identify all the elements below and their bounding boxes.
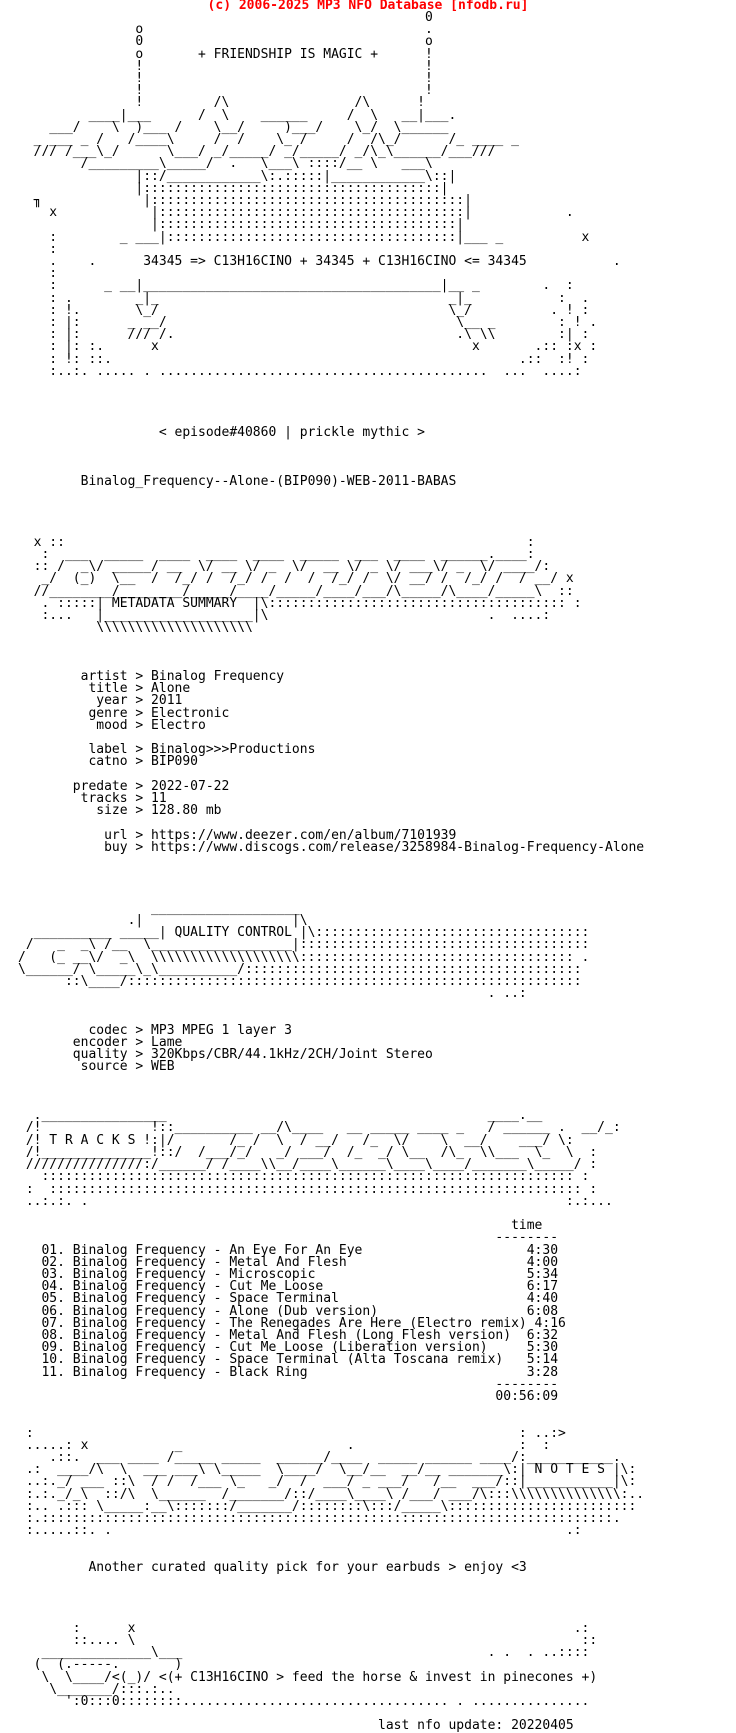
nfo-line: : xyxy=(18,241,58,257)
nfo-line: 05. Binalog Frequency - Space Terminal 4:40 xyxy=(18,1291,559,1307)
nfo-line: Binalog_Frequency--Alone-(BIP090)-WEB-2011-BABAS xyxy=(18,473,457,489)
nfo-line: < episode#40860 | prickle mythic > xyxy=(18,424,425,440)
nfo-line: title > Alone xyxy=(18,681,191,697)
nfo-line: : ___ _____ ____ ____ ____ _____ ___ ____ ______.____: xyxy=(18,546,535,562)
nfo-line: o + FRIENDSHIP IS MAGIC + ! xyxy=(18,46,433,62)
nfo-line: .________________ ____.__ xyxy=(18,1108,543,1124)
nfo-line: time xyxy=(18,1218,543,1234)
nfo-line: ╖ |::::::::::::::::::::::::::::::::::::::::| xyxy=(18,193,472,209)
nfo-line: 07. Binalog Frequency - The Renegades Are Here (Electro remix) 4:16 xyxy=(18,1315,566,1331)
nfo-line: //________/________/_____/____/_____/____/___/\_____/\____/_____\ :: xyxy=(18,583,574,599)
nfo-line: last nfo update: 20220405 xyxy=(18,1718,574,1733)
nfo-line: ! /\ /\ ! xyxy=(18,95,425,111)
nfo-line: |::::::::::::::::::::::::::::::::::::::| xyxy=(18,180,449,196)
nfo-line: :... |___________________|\ . ....: xyxy=(18,607,551,623)
nfo-line: /! T R A C K S !:|/ /_ / \ / __/ /_ \/ \ __/ ___/ \: xyxy=(18,1132,574,1148)
nfo-line: .::. ___ ____ /_____ _____ ______/____ _____ ______ ____/:___________. xyxy=(18,1449,621,1465)
nfo-line: 00:56:09 xyxy=(18,1388,559,1404)
nfo-line: 11. Binalog Frequency - Black Ring 3:28 xyxy=(18,1364,559,1380)
nfo-line: : |: _ __/ \__ _ : ! . xyxy=(18,315,598,331)
nfo-line: catno > BIP090 xyxy=(18,754,199,770)
nfo-line: 03. Binalog Frequency - Microscopic 5:34 xyxy=(18,1266,559,1282)
nfo-line: \ \____/<(_)/ <(+ C13H16CINO > feed the horse & invest in pinecones +) xyxy=(18,1669,598,1685)
nfo-line: :.....::. . .: xyxy=(18,1523,582,1539)
nfo-line: ______________\___ . . . ..:::: xyxy=(18,1645,590,1661)
nfo-line: /// /___\_/ \___/ _/_____/ _/_____/ _/\_\______/___/// xyxy=(18,144,496,160)
nfo-line: _/ (_) \__ / /_/ / /_/ / / / /_/ / \/ __/ / /_/ / / __/ x xyxy=(18,571,574,587)
nfo-line: .: ____/\ \ ___ ___\ \_____ \____/ \__/__ __/__ _______\:| N O T E S |\: xyxy=(18,1462,637,1478)
nfo-line: .| |\ xyxy=(18,913,308,929)
nfo-line: 0 o xyxy=(18,34,433,50)
nfo-line: ___/ \ )___ / \__/ )___/ \_/ \______ xyxy=(18,119,449,135)
nfo-line: : . _|_ _|_ : . xyxy=(18,290,590,306)
nfo-line: ::.... \ :: xyxy=(18,1633,598,1649)
nfo-line: _ ___ _ / /____\ / / \_ / / /\_/ /_ ____ _ xyxy=(18,132,519,148)
nfo-line: : |: :. x x .:: :x : xyxy=(18,339,598,355)
nfo-line: ..:._/ ___ ::\ / / /___ \_ _/ / ___/ _ ___/ /__ ___/::|___________|\: xyxy=(18,1474,637,1490)
nfo-line: : x .: xyxy=(18,1620,590,1636)
nfo-line: x :: : xyxy=(18,534,535,550)
nfo-line: . :::::| METADATA SUMMARY |\:::::::::::::::::::::::::::::::::::::: : xyxy=(18,595,582,611)
nfo-line: ::\____/:::::::::::::::::::::::::::::::::::::::::::::::::::::::::: xyxy=(18,974,582,990)
nfo-line: : xyxy=(18,266,58,282)
nfo-line: . . 34345 => C13H16CINO + 34345 + C13H16CINO <= 34345 . xyxy=(18,254,621,270)
nfo-line: year > 2011 xyxy=(18,693,183,709)
nfo-text-body xyxy=(0,12,736,1733)
nfo-line: /! !::__________ __/\____ __ _____ ____ _ / ______ . __/_: xyxy=(18,1120,621,1136)
nfo-line: : |: /// /. .\ \\ :| : xyxy=(18,327,590,343)
nfo-line: x |:::::::::::::::::::::::::::::::::::::::| . xyxy=(18,205,574,221)
nfo-line: 06. Binalog Frequency - Alone (Dub version) 6:08 xyxy=(18,1303,559,1319)
nfo-line: : :::::::::::::::::::::::::::::::::::::::::::::::::::::::::::::::::::: : xyxy=(18,1181,598,1197)
nfo-line: :.. .::: \_____:__\:::::::/_______/::::::::\:::/_____\:::::::::::::::::::::::: xyxy=(18,1498,637,1514)
nfo-line: \_______/:::.:.. xyxy=(18,1681,175,1697)
site-credit-header[interactable]: (c) 2006-2025 MP3 NFO Database [nfodb.ru] xyxy=(207,0,529,13)
nfo-line: artist > Binalog Frequency xyxy=(18,668,285,684)
nfo-line: 0 xyxy=(18,10,433,25)
nfo-line: . ..: xyxy=(18,986,527,1002)
nfo-line: /_________\_____/ . \___\ ::::/__ \ ___\ xyxy=(18,156,433,172)
nfo-line: |::/____________\:.:::::|____________\::| xyxy=(18,168,457,184)
nfo-line: .....: x _ . : : xyxy=(18,1437,551,1453)
nfo-line: ! ! xyxy=(18,71,433,87)
nfo-line: quality > 320Kbps/CBR/44.1kHz/2CH/Joint Stereo xyxy=(18,1047,433,1063)
nfo-line: /!______________!::/ /___/_/ _/ ___/ /_ _/ \__ /\_ \\___ \_ \ : xyxy=(18,1144,598,1160)
nfo-line: Another curated quality pick for your earbuds > enjoy <3 xyxy=(18,1559,527,1575)
nfo-line: __________ _____| QUALITY CONTROL |\::::::::::::::::::::::::::::::::::: xyxy=(18,925,590,941)
nfo-line: ____|___ / \ ______ / \ __|___. xyxy=(18,107,457,123)
nfo-line: :::::::::::::::::::::::::::::::::::::::::::::::::::::::::::::::::::: : xyxy=(18,1169,590,1185)
nfo-line: :.:::::::::::::::::::::::::::::::::::::::::::::::::::::::::::::::::::::::::. xyxy=(18,1510,621,1526)
nfo-line: tracks > 11 xyxy=(18,791,167,806)
nfo-line: codec > MP3 MPEG 1 layer 3 xyxy=(18,1022,292,1038)
nfo-line: :: / _\/ _____/ __ \/ __ \/ _ \/ __ \/ _ \/ ___\/ _ \/ ____/: xyxy=(18,559,551,575)
nfo-line: ! ! xyxy=(18,83,433,99)
nfo-line: : _ ___|:::::::::::::::::::::::::::::::::::::|___ _ x xyxy=(18,229,590,245)
nfo-line: encoder > Lame xyxy=(18,1035,183,1051)
nfo-line: o . xyxy=(18,22,433,38)
nfo-line: -------- xyxy=(18,1230,559,1246)
nfo-line: predate > 2022-07-22 xyxy=(18,778,230,794)
nfo-line: : !: ::. .:: :! : xyxy=(18,351,590,367)
nfo-line: url > https://www.deezer.com/en/album/7101939 xyxy=(18,827,457,843)
nfo-line: 08. Binalog Frequency - Metal And Flesh (Long Flesh version) 6:32 xyxy=(18,1327,559,1343)
nfo-line: :.:._/_\ ::/\ \______ /_______/::/____\____\ /___/ ___/\:::\\\\\\\\\\\\\\:.. xyxy=(18,1486,645,1502)
nfo-line: ___________________ xyxy=(18,900,300,916)
nfo-line: ! ! xyxy=(18,58,433,74)
nfo-line: -------- xyxy=(18,1376,559,1392)
nfo-line: \\\\\\\\\\\\\\\\\\\\ xyxy=(18,620,253,636)
nfo-line: / _ _\ /__ \__________________|::::::::::::::::::::::::::::::::::::: xyxy=(18,937,590,953)
nfo-line: |::::::::::::::::::::::::::::::::::::::| xyxy=(18,217,465,233)
nfo-line: label > Binalog>>>Productions xyxy=(18,742,316,758)
nfo-line: ///////////////:/______/ /____\\__/____\______\____\____/_______\_____/ : xyxy=(18,1157,598,1173)
nfo-line: 09. Binalog Frequency - Cut Me Loose (Liberation version) 5:30 xyxy=(18,1340,559,1356)
nfo-line: genre > Electronic xyxy=(18,705,230,721)
nfo-line: buy > https://www.discogs.com/release/3258984-Binalog-Frequency-Alone xyxy=(18,839,645,855)
nfo-line: size > 128.80 mb xyxy=(18,803,222,819)
nfo-line: : : ..:> xyxy=(18,1425,566,1441)
nfo-line: :..:. ..... . .......................................... ... ....: xyxy=(18,363,582,379)
nfo-line: 04. Binalog Frequency - Cut Me Loose 6:17 xyxy=(18,1279,559,1295)
nfo-line: ':0:::0::::::::.................................. . ............... xyxy=(18,1694,590,1710)
nfo-line: mood > Electro xyxy=(18,717,206,733)
nfo-line: / (_ __\/ _\ \\\\\\\\\\\\\\\\\\\::::::::::::::::::::::::::::::::::: . xyxy=(18,949,590,965)
nfo-line: : !. \_/ \_/ . ! : xyxy=(18,302,590,318)
nfo-line: ..:.:. . :.:... xyxy=(18,1193,613,1209)
nfo-line: 01. Binalog Frequency - An Eye For An Eye 4:30 xyxy=(18,1242,559,1258)
nfo-line: 10. Binalog Frequency - Space Terminal (Alta Toscana remix) 5:14 xyxy=(18,1352,559,1368)
nfo-line: 02. Binalog Frequency - Metal And Flesh 4:00 xyxy=(18,1254,559,1270)
nfo-line: : _ __|______________________________________|__ _ . : xyxy=(18,278,574,294)
nfo-line: ( (.-----. ) xyxy=(18,1657,183,1673)
nfo-line: \______/ \_____\_\__________/::::::::::::::::::::::::::::::::::::::::::: xyxy=(18,961,582,977)
nfo-line: source > WEB xyxy=(18,1059,175,1075)
